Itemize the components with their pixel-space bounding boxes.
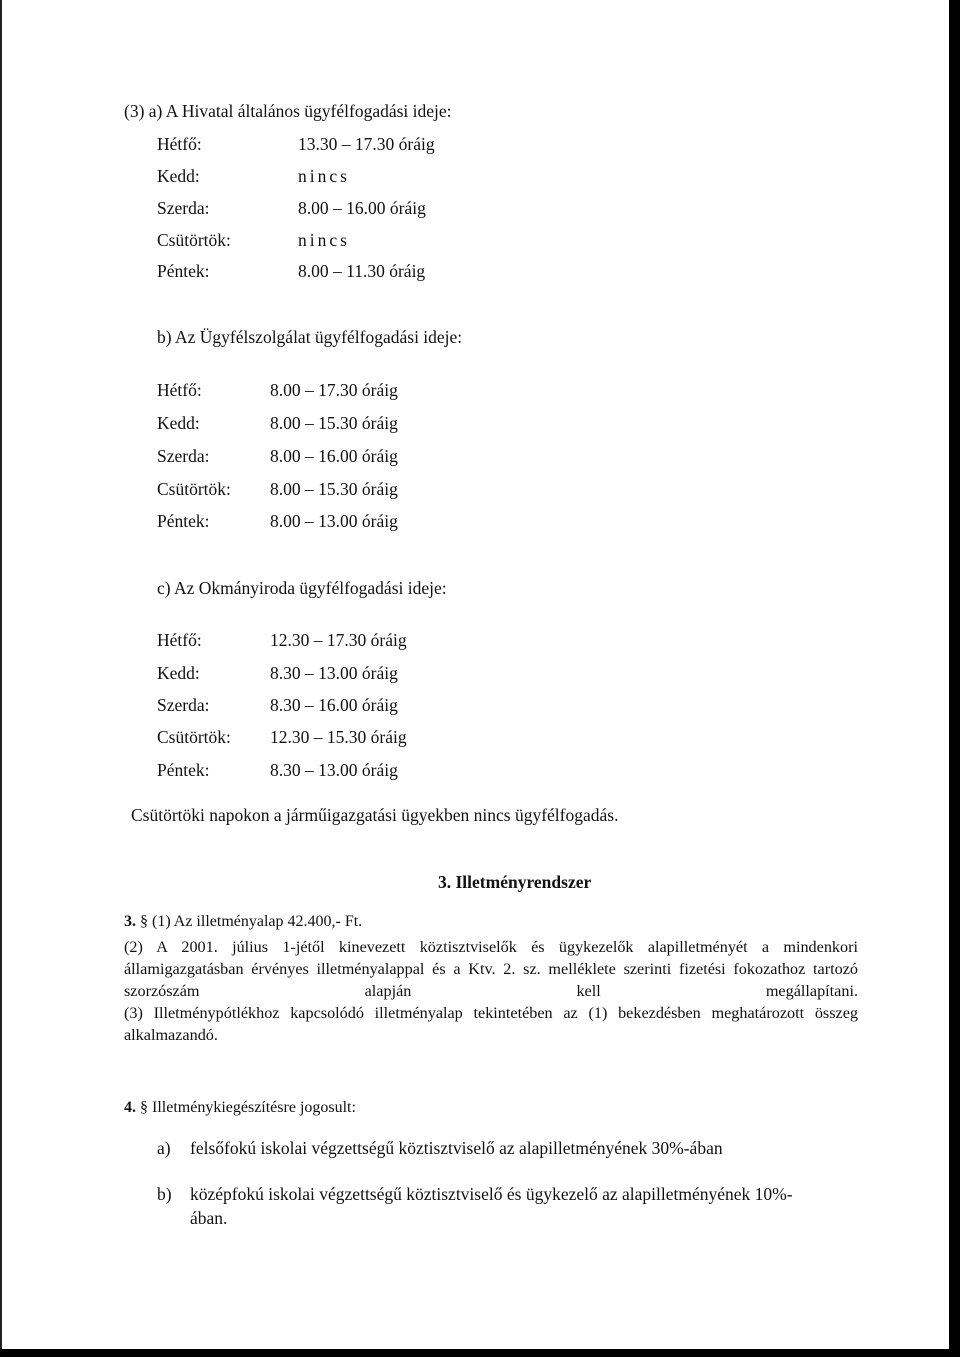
- section-a-hours: 13.30 – 17.30 óráig: [298, 134, 435, 154]
- section-b-day: Csütörtök:: [157, 479, 231, 499]
- list-item-text: középfokú iskolai végzettségű köztisztviselő és ügykezelő az alapilletményének 10%-: [190, 1184, 793, 1204]
- section-b-day: Szerda:: [157, 446, 210, 466]
- section-a-hours: nincs: [298, 166, 350, 186]
- section-a-hours: 8.00 – 16.00 óráig: [298, 198, 426, 218]
- section-a-hours: 8.00 – 11.30 óráig: [298, 261, 426, 281]
- section-c-hours: 8.30 – 16.00 óráig: [270, 695, 398, 715]
- section-a-day: Hétfő:: [157, 134, 202, 154]
- section-c-day: Szerda:: [157, 695, 210, 715]
- section-b-day: Péntek:: [157, 511, 210, 531]
- scan-edge-left: [0, 0, 2, 1357]
- section-c-hours: 8.30 – 13.00 óráig: [270, 760, 398, 780]
- section-b-hours: 8.00 – 15.30 óráig: [270, 413, 398, 433]
- section-b-heading: b) Az Ügyfélszolgálat ügyfélfogadási ideje:: [157, 327, 463, 347]
- section-b-hours: 8.00 – 17.30 óráig: [270, 380, 398, 400]
- section-a-day: Szerda:: [157, 198, 210, 218]
- section-b-hours: 8.00 – 16.00 óráig: [270, 446, 398, 466]
- section-b-day: Kedd:: [157, 413, 200, 433]
- section-c-hours: 12.30 – 17.30 óráig: [270, 630, 407, 650]
- list-item-marker: a): [157, 1138, 171, 1158]
- section-c-day: Hétfő:: [157, 630, 202, 650]
- section-c-hours: 12.30 – 15.30 óráig: [270, 727, 407, 747]
- vehicle-admin-note: Csütörtöki napokon a járműigazgatási ügyekben nincs ügyfélfogadás.: [131, 805, 619, 825]
- section-c-hours: 8.30 – 13.00 óráig: [270, 663, 398, 683]
- paragraph-3-heading: 3. § (1) Az illetményalap 42.400,- Ft.: [124, 913, 363, 930]
- paragraph-4-heading: 4. § Illetménykiegészítésre jogosult:: [124, 1099, 356, 1116]
- section-a-hours: nincs: [298, 230, 350, 250]
- paragraph-3-point-3: (3) Illetménypótlékhoz kapcsolódó illetményalap tekintetében az (1) bekezdésben meghatározott összeg alkalmazandó.: [124, 1004, 858, 1044]
- section-a-day: Csütörtök:: [157, 230, 231, 250]
- section-c-day: Kedd:: [157, 663, 200, 683]
- section-c-day: Péntek:: [157, 760, 210, 780]
- paragraph-3-body: [124, 936, 858, 1046]
- section-b-hours: 8.00 – 15.30 óráig: [270, 479, 398, 499]
- section-a-day: Péntek:: [157, 261, 210, 281]
- paragraph-3-point-2: (2) A 2001. július 1-jétől kinevezett köztisztviselők és ügykezelők alapilletményét a mindenkori államigazgatásban érvényes illetményalappal és a Ktv. 2. sz. melléklete szerinti fizetési fokozathoz tartozó szorzószám alapján kell megállapítani.: [124, 938, 858, 1000]
- list-item-marker: b): [157, 1184, 172, 1204]
- list-item-continuation: ában.: [190, 1208, 228, 1228]
- list-item-text: felsőfokú iskolai végzettségű köztisztviselő az alapilletményének 30%-ában: [190, 1138, 723, 1158]
- section-b-hours: 8.00 – 13.00 óráig: [270, 511, 398, 531]
- section-a-day: Kedd:: [157, 166, 200, 186]
- scan-edge-bottom: [0, 1349, 960, 1357]
- section-c-heading: c) Az Okmányiroda ügyfélfogadási ideje:: [157, 578, 447, 598]
- scan-edge-right: [949, 0, 960, 1357]
- section-a-heading: (3) a) A Hivatal általános ügyfélfogadási ideje:: [124, 101, 452, 121]
- chapter-3-title: 3. Illetményrendszer: [438, 872, 592, 892]
- section-b-day: Hétfő:: [157, 380, 202, 400]
- section-c-day: Csütörtök:: [157, 727, 231, 747]
